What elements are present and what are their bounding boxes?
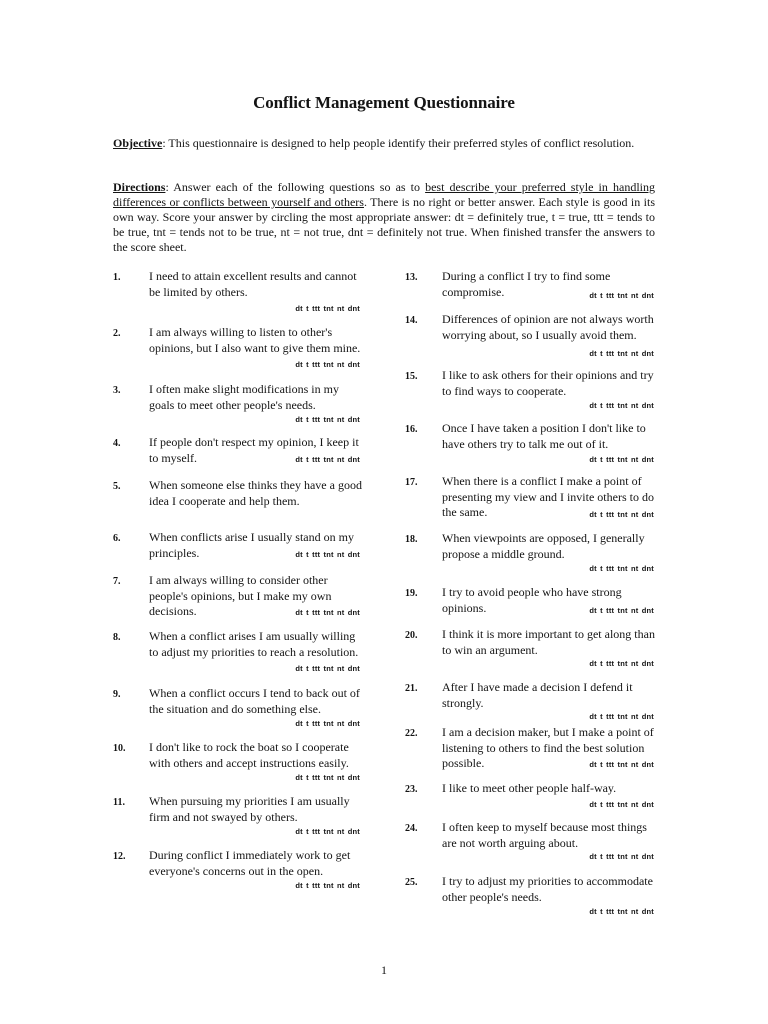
- question-number: 9.: [113, 689, 121, 700]
- answer-scale[interactable]: dt t ttt tnt nt dnt: [295, 415, 360, 424]
- question-number: 4.: [113, 438, 121, 449]
- answer-scale[interactable]: dt t ttt tnt nt dnt: [295, 827, 360, 836]
- question-item: [405, 725, 657, 772]
- question-number: 24.: [405, 823, 418, 834]
- question-item: [113, 269, 363, 313]
- question-text: If people don't respect my opinion, I keep it to myself.: [149, 435, 359, 465]
- answer-scale[interactable]: dt t ttt tnt nt dnt: [295, 664, 360, 673]
- question-number: 20.: [405, 630, 418, 641]
- question-number: 3.: [113, 385, 121, 396]
- directions-underlined-text: best describe your preferred style in handling differences or conflicts between yourself and others: [113, 180, 655, 209]
- answer-scale[interactable]: dt t ttt tnt nt dnt: [295, 550, 360, 559]
- question-number: 18.: [405, 534, 418, 545]
- question-item: [405, 531, 657, 573]
- answer-scale[interactable]: dt t ttt tnt nt dnt: [295, 773, 360, 782]
- question-text: I like to meet other people half-way.: [442, 781, 617, 795]
- answer-scale[interactable]: dt t ttt tnt nt dnt: [295, 455, 360, 464]
- question-item: [405, 312, 657, 358]
- question-item: [113, 382, 363, 424]
- objective-label: Objective: [113, 136, 163, 150]
- page-title: Conflict Management Questionnaire: [253, 93, 515, 112]
- question-item: [405, 680, 657, 721]
- question-item: [113, 686, 363, 728]
- question-item: [113, 573, 363, 620]
- question-number: 15.: [405, 371, 418, 382]
- answer-scale[interactable]: dt t ttt tnt nt dnt: [589, 712, 654, 721]
- question-item: [113, 325, 363, 369]
- answer-scale[interactable]: dt t ttt tnt nt dnt: [589, 852, 654, 861]
- answer-scale[interactable]: dt t ttt tnt nt dnt: [589, 510, 654, 519]
- question-number: 5.: [113, 481, 121, 492]
- question-item: [405, 781, 657, 809]
- question-text: I like to ask others for their opinions and try to find ways to cooperate.: [442, 368, 654, 398]
- question-number: 22.: [405, 728, 418, 739]
- question-item: [405, 627, 657, 668]
- question-text: When pursuing my priorities I am usually firm and not swayed by others.: [149, 794, 350, 824]
- question-text: I try to avoid people who have strong opinions.: [442, 585, 622, 615]
- answer-scale[interactable]: dt t ttt tnt nt dnt: [295, 608, 360, 617]
- question-text: I am always willing to listen to other's opinions, but I also want to give them mine.: [149, 325, 361, 355]
- question-number: 12.: [113, 851, 126, 862]
- question-text: During conflict I immediately work to get everyone's concerns out in the open.: [149, 848, 351, 878]
- answer-scale[interactable]: dt t ttt tnt nt dnt: [589, 455, 654, 464]
- answer-scale[interactable]: dt t ttt tnt nt dnt: [589, 564, 654, 573]
- question-text: Once I have taken a position I don't like to have others try to talk me out of it.: [442, 421, 646, 451]
- question-number: 14.: [405, 315, 418, 326]
- question-item: [113, 435, 363, 466]
- question-number: 6.: [113, 533, 121, 544]
- question-number: 11.: [113, 797, 125, 808]
- question-text: I am a decision maker, but I make a point of listening to others to find the best solution possible.: [442, 725, 654, 770]
- question-item: [405, 368, 657, 410]
- question-number: 13.: [405, 272, 418, 283]
- question-text: Differences of opinion are not always worth worrying about, so I usually avoid them.: [442, 312, 654, 342]
- question-item: [113, 848, 363, 890]
- directions-text-2: . There is no right or better answer. Each style is good in its own way. Score your answer by circling the most appropriate answer: dt = definitely true, t = true, ttt = tends to be true, tnt = tends not to be true, nt = not true, dnt = definitely not true. When finished transfer the answers to the score sheet.: [113, 195, 656, 254]
- question-item: [113, 794, 363, 836]
- question-number: 21.: [405, 683, 418, 694]
- question-item: [113, 478, 363, 509]
- question-text: I try to adjust my priorities to accommodate other people's needs.: [442, 874, 653, 904]
- question-number: 1.: [113, 272, 121, 283]
- answer-scale[interactable]: dt t ttt tnt nt dnt: [295, 304, 360, 313]
- question-text: When there is a conflict I make a point of presenting my view and I invite others to do the same.: [442, 474, 654, 519]
- question-text: When a conflict occurs I tend to back out of the situation and do something else.: [149, 686, 360, 716]
- answer-scale[interactable]: dt t ttt tnt nt dnt: [589, 349, 654, 358]
- question-text: I often keep to myself because most things are not worth arguing about.: [442, 820, 647, 850]
- question-text: I am always willing to consider other people's opinions, but I make my own decisions.: [149, 573, 332, 618]
- question-text: I don't like to rock the boat so I cooperate with others and accept instructions easily.: [149, 740, 349, 770]
- directions-label: Directions: [113, 180, 166, 194]
- objective-text: : This questionnaire is designed to help people identify their preferred styles of conflict resolution.: [162, 136, 635, 150]
- question-number: 7.: [113, 576, 121, 587]
- directions-paragraph: [113, 180, 655, 255]
- answer-scale[interactable]: dt t ttt tnt nt dnt: [589, 659, 654, 668]
- question-text: I need to attain excellent results and cannot be limited by others.: [149, 269, 357, 299]
- answer-scale[interactable]: dt t ttt tnt nt dnt: [589, 401, 654, 410]
- question-number: 25.: [405, 877, 418, 888]
- directions-text-1: : Answer each of the following questions so as to: [165, 180, 426, 194]
- answer-scale[interactable]: dt t ttt tnt nt dnt: [589, 606, 654, 615]
- answer-scale[interactable]: dt t ttt tnt nt dnt: [295, 719, 360, 728]
- objective-paragraph: [113, 136, 655, 151]
- question-number: 23.: [405, 784, 418, 795]
- question-item: [405, 421, 657, 464]
- question-text: After I have made a decision I defend it strongly.: [442, 680, 633, 710]
- question-number: 16.: [405, 424, 418, 435]
- question-number: 8.: [113, 632, 121, 643]
- question-text: I often make slight modifications in my goals to meet other people's needs.: [149, 382, 339, 412]
- question-item: [405, 474, 657, 521]
- question-item: [405, 820, 657, 861]
- answer-scale[interactable]: dt t ttt tnt nt dnt: [589, 760, 654, 769]
- question-text: During a conflict I try to find some compromise.: [442, 269, 611, 299]
- question-item: [405, 874, 657, 916]
- answer-scale[interactable]: dt t ttt tnt nt dnt: [295, 881, 360, 890]
- answer-scale[interactable]: dt t ttt tnt nt dnt: [589, 907, 654, 916]
- page-number: 1: [381, 963, 387, 977]
- answer-scale[interactable]: dt t ttt tnt nt dnt: [295, 360, 360, 369]
- question-text: When someone else thinks they have a good idea I cooperate and help them.: [149, 478, 362, 508]
- question-item: [113, 629, 363, 673]
- question-number: 17.: [405, 477, 418, 488]
- answer-scale[interactable]: dt t ttt tnt nt dnt: [589, 800, 654, 809]
- question-number: 2.: [113, 328, 121, 339]
- question-number: 10.: [113, 743, 126, 754]
- question-text: When viewpoints are opposed, I generally propose a middle ground.: [442, 531, 645, 561]
- question-item: [113, 740, 363, 782]
- question-text: I think it is more important to get along than to win an argument.: [442, 627, 655, 657]
- question-item: [405, 269, 657, 300]
- question-item: [405, 585, 657, 616]
- answer-scale[interactable]: dt t ttt tnt nt dnt: [589, 291, 654, 300]
- question-text: When a conflict arises I am usually willing to adjust my priorities to reach a resolution.: [149, 629, 359, 659]
- question-item: [113, 530, 363, 561]
- question-number: 19.: [405, 588, 418, 599]
- question-text: When conflicts arise I usually stand on my principles.: [149, 530, 354, 560]
